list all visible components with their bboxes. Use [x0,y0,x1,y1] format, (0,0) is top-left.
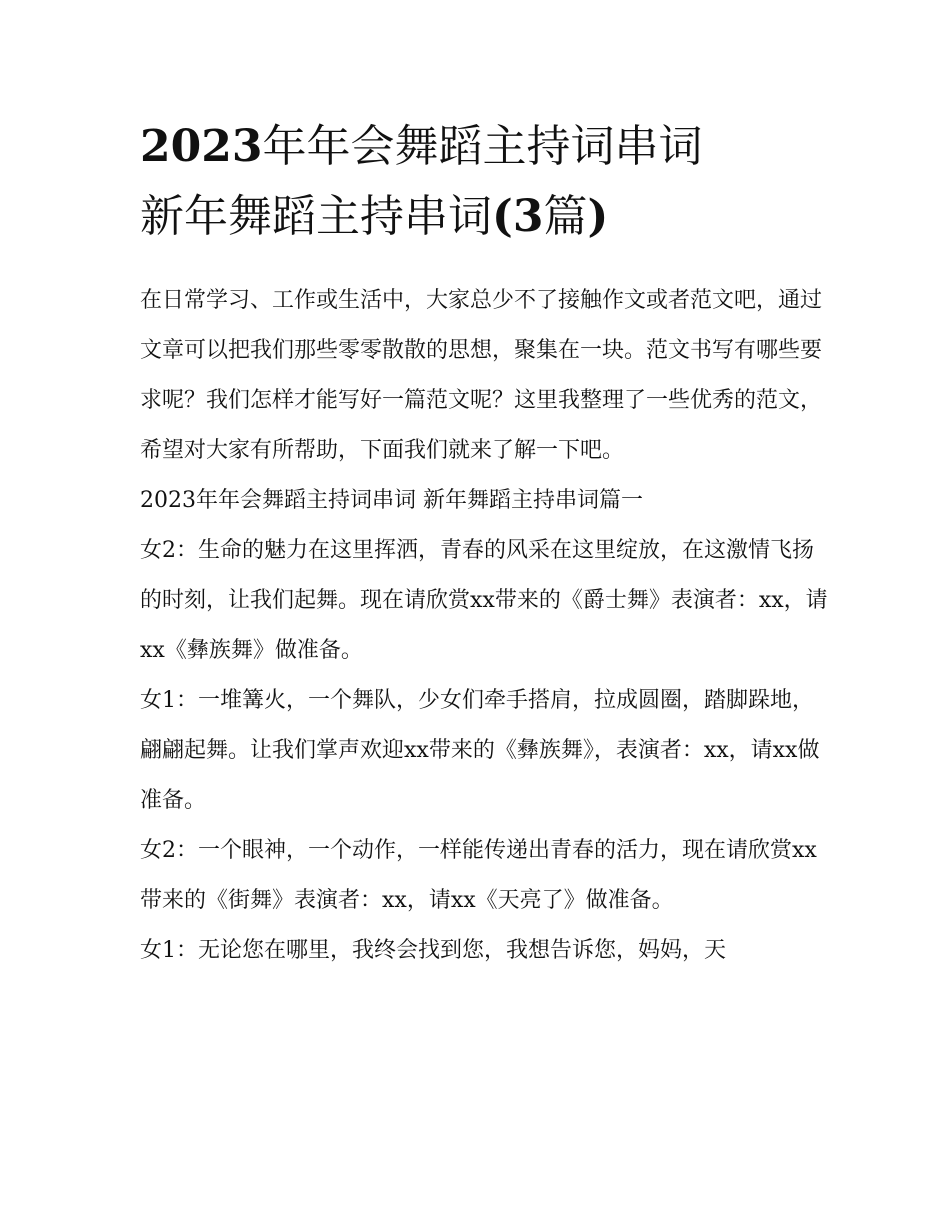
title-line-1-text: 年年会舞蹈主持词串词 [262,121,703,172]
script-paragraph: 女1：一堆篝火，一个舞队，少女们牵手搭肩，拉成圆圈，踏脚跺地，翩翩起舞。让我们掌声欢迎xx带来的《彝族舞》，表演者：xx，请xx做准备。 [140,688,820,813]
section-heading: 2023年年会舞蹈主持词串词 新年舞蹈主持串词篇一 [140,488,643,513]
title-year: 2023 [140,121,263,172]
script-paragraph: 女2：生命的魅力在这里挥洒，青春的风采在这里绽放，在这激情飞扬的时刻，让我们起舞。现在请欣赏xx带来的《爵士舞》表演者：xx，请xx《彝族舞》做准备。 [140,538,828,663]
script-paragraph: 女1：无论您在哪里，我终会找到您，我想告诉您，妈妈，天 [140,938,726,963]
script-paragraph: 女2：一个眼神，一个动作，一样能传递出青春的活力，现在请欣赏xx带来的《街舞》表演者：xx，请xx《天亮了》做准备。 [140,838,817,913]
title-close-paren: ) [587,191,609,242]
intro-paragraph: 在日常学习、工作或生活中，大家总少不了接触作文或者范文吧，通过文章可以把我们那些零零散散的思想，聚集在一块。范文书写有哪些要求呢？我们怎样才能写好一篇范文呢？这里我整理了一些优秀的范文，希望对大家有所帮助，下面我们就来了解一下吧。 [140,288,823,463]
document-title [140,112,840,252]
title-line-2 [140,182,840,252]
title-line-1 [140,112,840,182]
title-count-unit: 篇 [543,191,588,242]
title-line-2-text: 新年舞蹈主持串词 [140,191,492,242]
title-count: (3 [492,191,544,242]
document-body [140,276,830,976]
